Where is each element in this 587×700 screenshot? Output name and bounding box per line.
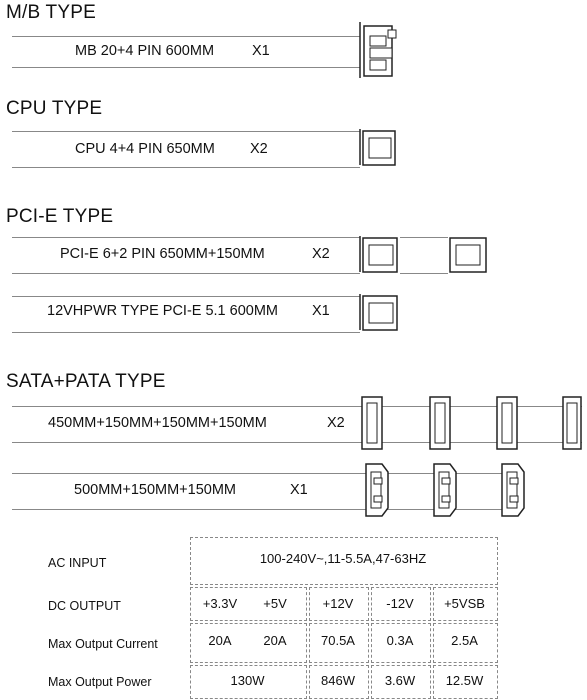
rail-5vsb: +5VSB (444, 596, 485, 611)
sata-cable-1-label: 450MM+150MM+150MM+150MM (48, 415, 267, 431)
pcie-cable-2-label: 12VHPWR TYPE PCI-E 5.1 600MM (47, 303, 279, 319)
cpu-cable-qty: X2 (250, 141, 268, 157)
current-3v3: 20A (208, 633, 232, 648)
power-neg12v: 3.6W (384, 673, 416, 688)
power-12v: 846W (321, 673, 355, 688)
cpu-cable-label: CPU 4+4 PIN 650MM (75, 141, 215, 157)
cpu-8pin-connector-icon (358, 127, 400, 169)
current-5vsb: 2.5A (451, 633, 478, 648)
max-output-current-label: Max Output Current (48, 637, 158, 651)
current-12v: 70.5A (321, 633, 355, 648)
rail-5v: +5V (263, 596, 287, 611)
mb-cable-label: MB 20+4 PIN 600MM (75, 43, 215, 59)
pata-cable-label: 500MM+150MM+150MM (74, 482, 236, 498)
power-5vsb: 12.5W (445, 673, 484, 688)
pcie-cable-2-qty: X1 (312, 303, 330, 319)
rail-neg12v: -12V (386, 596, 414, 611)
dc-output-label: DC OUTPUT (48, 599, 121, 613)
mb-cable-qty: X1 (252, 43, 270, 59)
rail-12v: +12V (322, 596, 354, 611)
molex-connector-icon-3 (496, 462, 528, 520)
pcie-cable-1-label: PCI-E 6+2 PIN 650MM+150MM (60, 246, 265, 262)
mb-24pin-connector-icon (358, 20, 400, 80)
pata-cable-qty: X1 (290, 482, 308, 498)
rail-3v3: +3.3V (202, 596, 238, 611)
sata-connector-icon-2 (428, 395, 454, 453)
pcie-type-title: PCI-E TYPE (6, 206, 114, 227)
cpu-type-title: CPU TYPE (6, 98, 103, 119)
pcie-cable-1-extension (400, 237, 448, 274)
sata-connector-icon-4 (561, 395, 585, 453)
molex-connector-icon (360, 462, 392, 520)
sata-pata-type-title: SATA+PATA TYPE (6, 371, 166, 392)
current-neg12v: 0.3A (386, 633, 414, 648)
pcie-connector-icon-2 (448, 234, 492, 276)
12vhpwr-connector-icon (358, 292, 402, 334)
sata-connector-icon-3 (495, 395, 521, 453)
ac-input-value: 100-240V~,11-5.5A,47-63HZ (259, 551, 427, 566)
sata-connector-icon (360, 395, 386, 453)
pcie-connector-icon (358, 234, 402, 276)
current-5v: 20A (263, 633, 287, 648)
pcie-cable-1-qty: X2 (312, 246, 330, 262)
sata-cable-1-qty: X2 (327, 415, 345, 431)
mb-type-title: M/B TYPE (6, 2, 96, 23)
molex-connector-icon-2 (428, 462, 460, 520)
max-output-power-label: Max Output Power (48, 675, 152, 689)
ac-input-label: AC INPUT (48, 556, 107, 570)
power-3v3-5v: 130W (230, 673, 265, 688)
